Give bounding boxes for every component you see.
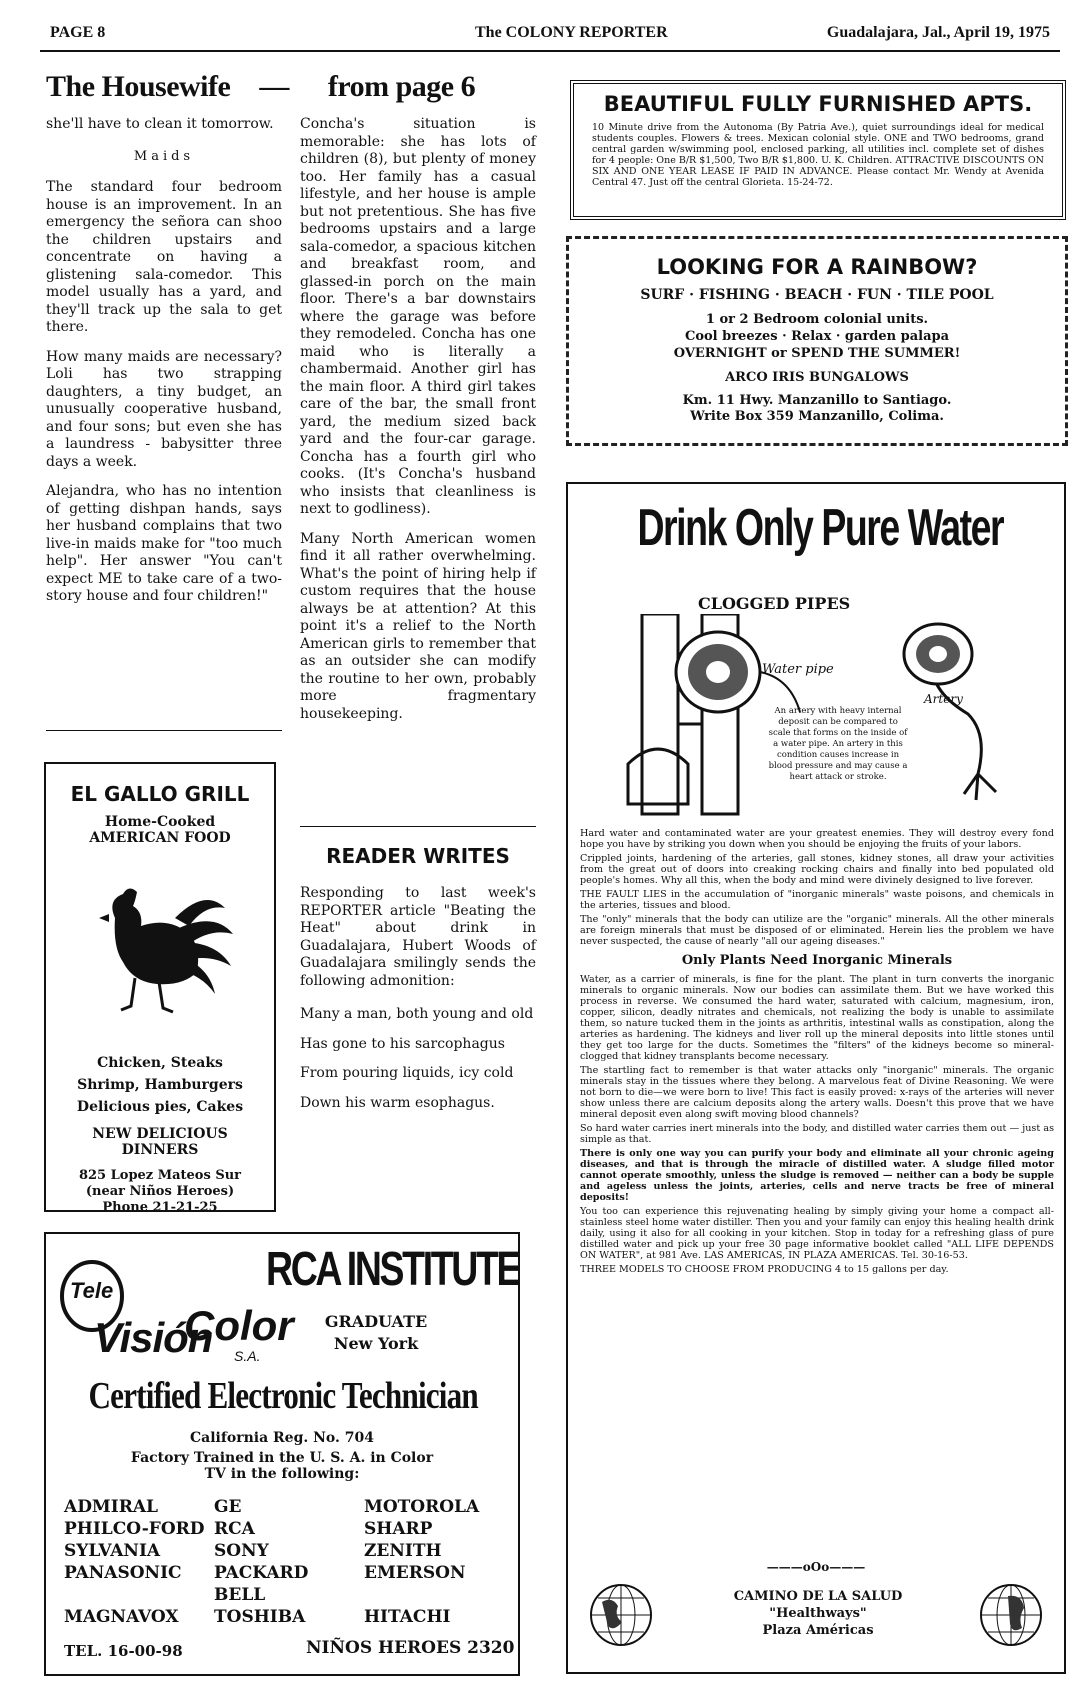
brand-list [64,1496,504,1628]
brand-name: RCA [214,1519,255,1539]
rainbow-ad [566,236,1068,446]
ad-line: ARCO IRIS BUNGALOWS [725,370,909,385]
water-paragraph: So hard water carries inert minerals into the body, and distilled water carries them out — just as simple as that. [580,1123,1054,1145]
ad-title: Drink Only Pure Water [637,499,1004,557]
label-artery: Artery [924,692,963,706]
logo-sa: S.A. [234,1348,261,1364]
ad-line: OVERNIGHT or SPEND THE SUMMER! [673,346,961,361]
ad-line: 1 or 2 Bedroom colonial units. [705,312,929,327]
footer-line: "Healthways" [769,1606,867,1621]
brand-name: PACKARD BELL [214,1563,309,1605]
dateline: Guadalajara, Jal., April 19, 1975 [826,24,1050,41]
globe-icon [588,1582,654,1648]
logo-color: Color [184,1302,294,1349]
ad-line: Home-Cooked [104,814,216,830]
water-subhead: Only Plants Need Inorganic Minerals [681,953,953,968]
water-paragraph: THREE MODELS TO CHOOSE FROM PRODUCING 4 to 15 gallons per day. [580,1264,949,1275]
rca-institute: RCA INSTITUTE [266,1243,520,1296]
graduate: GRADUATE [324,1312,428,1331]
menu-line: Delicious pies, Cakes [76,1099,244,1115]
ad-title: EL GALLO GRILL [70,782,250,806]
page-header [40,20,1060,52]
article-title [46,70,546,110]
trained-line: Factory Trained in the U. S. A. in Color [130,1450,434,1466]
menu-line: Chicken, Steaks [97,1055,223,1071]
article-title-dash: — [259,70,289,103]
new-york: New York [333,1334,419,1353]
article-paragraph: How many maids are necessary? Loli has two strapping daughters, a tiny budget, an unusually cooperative husband, and four sons; but even she has a laundress - babysitter three days a week. [46,348,282,470]
menu-line: Shrimp, Hamburgers [77,1077,243,1093]
trained-line: TV in the following: [204,1466,360,1482]
rca-tv-ad [44,1232,520,1676]
water-paragraph: The startling fact to remember is that water attacks only "inorganic" minerals. The organic minerals stay in the tissues where they belong. A marvelous feat of Divine Reasoning. We were not born to die—we were born to live! This fact is easily proved: x-rays of the arteries will never show unless there are calcium deposits along the artery walls. Doesn't this prove that we have mineral deposit even along swift moving blood channels? [580,1065,1054,1120]
ornament: ———oOo——— [766,1560,866,1574]
apartments-ad [570,80,1066,220]
television-color-logo [54,1248,294,1378]
verse-line: Down his warm esophagus. [300,1094,495,1111]
ad-line: Km. 11 Hwy. Manzanillo to Santiago. [682,393,952,408]
article-title-right: from page 6 [327,70,476,103]
logo-tele: Tele [70,1278,114,1303]
article-title-left: The Housewife [46,70,231,103]
article-subhead: Maids [133,148,195,164]
water-paragraph: THE FAULT LIES in the accumulation of "inorganic minerals" waste poisons, and chemicals in the arteries, tissues and blood. [580,889,1054,911]
rooster-icon [75,858,245,1028]
brand-name: MAGNAVOX [64,1607,179,1627]
phone: Phone 21-21-25 [102,1200,218,1215]
address-line: 825 Lopez Mateos Sur [78,1168,242,1183]
water-paragraph: The "only" minerals that the body can utilize are the "organic" minerals. All the other minerals are foreign minerals that must be disposed of or eliminated. Herein lies the problem we have never suspected, the cause of nearly "all our ageing diseases." [580,914,1054,947]
illustration-caption: An artery with heavy internal deposit can be compared to scale that forms on the inside of a water pipe. An artery in this condition causes increase in blood pressure and may cause a heart attack or stroke. [768,706,908,782]
ad-line: Cool breezes · Relax · garden palapa [684,329,950,344]
brand-name: GE [214,1497,242,1517]
reader-writes-body [300,885,536,1124]
water-paragraph: Crippled joints, hardening of the arteries, gall stones, kidney stones, all draw your activities from the great out of doors into creaking rocking chairs and finally into bed populated old people's homes. Why all this, when the body and mind were divinely designed to live forever. [580,853,1054,886]
verse-line: From pouring liquids, icy cold [300,1065,514,1081]
verse-line: Many a man, both young and old [300,1006,534,1022]
rca-address: NIÑOS HEROES 2320 [306,1638,515,1658]
article-column-1 [46,116,282,618]
verse-line: Has gone to his sarcophagus [300,1035,505,1052]
article-paragraph: Many North American women find it all rather overwhelming. What's the point of hiring help if custom requires that the house always be at attention? At this point it's a relief to the North American girls to remember that as an outsider she can modify the routine to her own, probably more fragmentary housekeeping. [300,530,536,722]
globe-icon [978,1582,1044,1648]
ad-line: AMERICAN FOOD [89,830,231,846]
ad-body: 10 Minute drive from the Autonoma (By Patria Ave.), quiet surroundings ideal for medical students couples. Flowers & trees. Mexican colonial style. ONE and TWO bedrooms, grand central garden w/swimming pool, enclosed parking, all utilities incl. complete set of dishes for 4 people: One B/R $1,500, Two B/R $1,800. U. K. Children. ATTRACTIVE DISCOUNTS ON SIX AND ONE YEAR LEASE IF PAID IN ADVANCE. Please contact Mr. Wendy at Avenida Central 47. Just off the central Glorieta. 15-24-72. [592,122,1044,188]
label-water-pipe: Water pipe [762,662,834,677]
reader-writes-title: READER WRITES [326,844,510,868]
footer-line: Plaza Américas [762,1623,874,1638]
article-paragraph: she'll have to clean it tomorrow. [46,116,274,132]
brand-name: SHARP [364,1519,433,1539]
certified-technician: Certified Electronic Technician [88,1375,478,1417]
brand-name: SYLVANIA [64,1541,161,1561]
brand-name: EMERSON [364,1563,466,1583]
water-paragraph: You too can experience this rejuvenating healing by simply giving your home a compact all-stainless steel home water distiller. Then you and your family can enjoy this healing health drink daily, using it also for all cooking in your kitchen. Stop in today for a refreshing glass of pure distilled water and pick up your free 30 page informative booklet called "ALL LIFE DEPENDS ON WATER", at 981 Ave. LAS AMERICAS, IN PLAZA AMERICAS. Tel. 30-16-53. [580,1206,1054,1261]
article-paragraph: Alejandra, who has no intention of getting dishpan hands, says her husband complains that two live-in maids make for "too much help". Her answer "You can't expect ME to take care of a two-story house and four children!" [46,483,282,604]
ad-line: Write Box 359 Manzanillo, Colima. [690,409,944,424]
brand-name: ZENITH [364,1541,442,1561]
divider [46,730,282,731]
registration: California Reg. No. 704 [190,1430,374,1446]
rca-phone: TEL. 16-00-98 [64,1642,183,1660]
reader-paragraph: Responding to last week's REPORTER article "Beating the Heat" about drink in Guadalajara, Hubert Woods of Guadalajara smilingly sends the following admonition: [300,885,536,989]
water-paragraph: Hard water and contaminated water are your greatest enemies. They will destroy every fond hope you have by striking you down when you should be enjoying the fruits of your labors. [580,828,1054,850]
brand-name: ADMIRAL [64,1497,158,1517]
logo-vision: Visión [94,1314,213,1361]
page-number: PAGE 8 [50,24,106,41]
footer-line: CAMINO DE LA SALUD [733,1589,903,1604]
pure-water-ad [566,482,1066,1674]
newspaper-name: The COLONY REPORTER [475,24,668,41]
ad-title: BEAUTIFUL FULLY FURNISHED APTS. [603,92,1033,116]
brand-name: HITACHI [364,1607,451,1627]
clogged-pipes: CLOGGED PIPES [698,594,851,613]
article-paragraph: The standard four bedroom house is an improvement. In an emergency the señora can shoo the children upstairs and concentrate on having a glistening sala-comedor. This model usually has a yard, and they'll track up the sala to get there. [46,179,282,335]
ad-line: SURF · FISHING · BEACH · FUN · TILE POOL [640,287,994,303]
water-body [580,828,1054,1278]
divider [300,826,536,827]
menu-line: DINNERS [121,1142,199,1158]
article-paragraph: Concha's situation is memorable: she has lots of children (8), but plenty of money too. Her family has a casual lifestyle, and her house is ample but not pretentious. She has five bedrooms upstairs and a large sala-comedor, a spacious kitchen and breakfast room, and glassed-in porch on the main floor. There's a bar downstairs where the garage was before they remodeled. Concha has one maid who is literally a chambermaid. Another girl has the main floor. A third girl takes care of the bar, the small front yard, the medium sized back yard and the four-car garage. Concha has a fourth girl who cooks. (It's Concha's husband who insists that cleanliness is next to godliness). [300,116,536,517]
address-line: (near Niños Heroes) [85,1184,235,1199]
article-column-2 [300,116,536,735]
water-paragraph: There is only one way you can purify your body and eliminate all your chronic ageing diseases, and that is through the miracle of distilled water. A sludge filled motor cannot operate smoothly, unless the sludge is removed — neither can a body be supple and ageless unless the joints, arteries, cells and nerve tracts be free of mineral deposits! [580,1148,1054,1203]
water-paragraph: Water, as a carrier of minerals, is fine for the plant. The plant in turn converts the inorganic minerals to organic minerals. Now our bodies can assimilate them. But we have worked this process in reverse. We consumed the hard water, saturated with calcium, magnesium, iron, copper, silicon, deadly nitrates and chemicals, not realizing the body is unable to assimilate them, so nature tucked them in the joints as arthritis, intestinal walls as constipation, along the arteries as hardening. The kidneys and liver roll up the mineral deposits into little stones until they get too large for the ducts. Sometimes the "filters" of the kidneys become so mineral-clogged that kidney transplants become necessary. [580,974,1054,1062]
ad-title: LOOKING FOR A RAINBOW? [656,255,978,279]
menu-line: NEW DELICIOUS [92,1126,228,1142]
brand-name: SONY [214,1541,269,1561]
brand-name: MOTOROLA [364,1497,480,1517]
brand-name: PANASONIC [64,1563,182,1583]
el-gallo-grill-ad [44,762,276,1215]
brand-name: PHILCO-FORD [64,1519,205,1539]
brand-name: TOSHIBA [214,1607,306,1627]
